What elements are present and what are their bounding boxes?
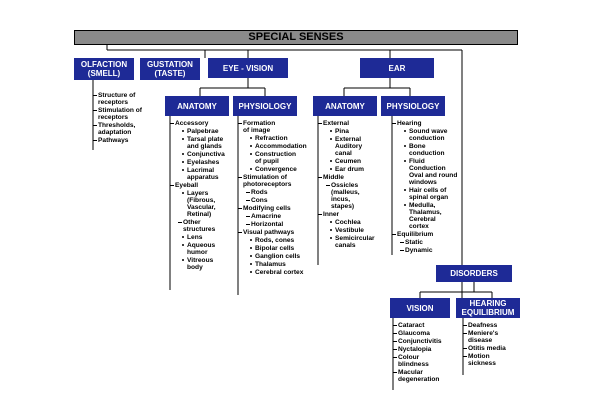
list-item: Pathways [93, 137, 163, 144]
list-item: Meniere's disease [463, 330, 533, 344]
list-item: Medulla, Thalamus, Cerebral cortex [400, 202, 464, 230]
list-item: Formation of image [238, 120, 314, 134]
list-item: Hearing [392, 120, 464, 127]
list-item: Ceumen [326, 158, 382, 165]
list-item: Bone conduction [400, 143, 464, 157]
list-item: Middle [318, 174, 382, 181]
ear-anatomy-box: ANATOMY [313, 96, 377, 116]
list-item: Sound wave conduction [400, 128, 464, 142]
list-item: Lens [178, 234, 234, 241]
list-item: Semicircular canals [326, 235, 382, 249]
ear-anatomy-list [318, 120, 382, 250]
list-item: Ossicles (malleus, incus, stapes) [326, 182, 382, 210]
list-item: Conjunctivitis [393, 338, 459, 345]
list-item: Aqueous humor [178, 242, 234, 256]
special-senses-title: SPECIAL SENSES [74, 30, 518, 45]
list-item: Lacrimal apparatus [178, 167, 234, 181]
disorders-connector [420, 282, 492, 298]
hearing-disorders-list [463, 322, 533, 368]
hearing-equilibrium-box: HEARING EQUILIBRIUM [456, 298, 520, 318]
list-item: Thalamus [246, 261, 314, 268]
list-item: External Auditory canal [326, 136, 382, 157]
list-item: Rods [246, 189, 314, 196]
list-item: Deafness [463, 322, 533, 329]
list-item: Inner [318, 211, 382, 218]
list-item: Fluid Conduction Oval and round windows [400, 158, 464, 186]
list-item: Hair cells of spinal organ [400, 187, 464, 201]
list-item: Conjunctiva [178, 151, 234, 158]
list-item: External [318, 120, 382, 127]
list-item: Bipolar cells [246, 245, 314, 252]
list-item: Colour blindness [393, 354, 459, 368]
list-item: Rods, cones [246, 237, 314, 244]
list-item: Vitreous body [178, 257, 234, 271]
eye-vision-box: EYE - VISION [208, 58, 288, 78]
list-item: Layers (Fibrous, Vascular, Retinal) [178, 190, 234, 218]
list-item: Construction of pupil [246, 151, 314, 165]
list-item: Eyelashes [178, 159, 234, 166]
list-item: Cataract [393, 322, 459, 329]
olfaction-list [93, 92, 163, 145]
ear-physiology-list [392, 120, 464, 255]
list-item: Horizontal [246, 221, 314, 228]
list-item: Vestibule [326, 227, 382, 234]
eye-anatomy-box: ANATOMY [165, 96, 229, 116]
list-item: Pina [326, 128, 382, 135]
list-item: Dynamic [400, 247, 464, 254]
olfaction-box: OLFACTION (SMELL) [74, 58, 134, 80]
list-item: Stimulation of receptors [93, 107, 163, 121]
list-item: Structure of receptors [93, 92, 163, 106]
list-item: Cerebral cortex [246, 269, 314, 276]
list-item: Amacrine [246, 213, 314, 220]
vision-disorders-list [393, 322, 459, 384]
list-item: Macular degeneration [393, 369, 459, 383]
eye-connector [200, 78, 265, 96]
list-item: Stimulation of photoreceptors [238, 174, 314, 188]
eye-physiology-box: PHYSIOLOGY [233, 96, 297, 116]
list-item: Equilibrium [392, 231, 464, 238]
ear-connector [344, 78, 410, 96]
list-item: Convergence [246, 166, 314, 173]
vision-box: VISION [390, 298, 450, 318]
list-item: Static [400, 239, 464, 246]
list-item: Otitis media [463, 345, 533, 352]
ear-box: EAR [360, 58, 434, 78]
ear-physiology-box: PHYSIOLOGY [381, 96, 445, 116]
list-item: Modifying cells [238, 205, 314, 212]
list-item: Cochlea [326, 219, 382, 226]
list-item: Accommodation [246, 143, 314, 150]
list-item: Other structures [178, 219, 234, 233]
list-item: Accessory [170, 120, 234, 127]
list-item: Nyctalopia [393, 346, 459, 353]
list-item: Visual pathways [238, 229, 314, 236]
eye-anatomy-list [170, 120, 234, 272]
list-item: Refraction [246, 135, 314, 142]
list-item: Cons [246, 197, 314, 204]
disorders-box: DISORDERS [436, 265, 512, 282]
list-item: Ear drum [326, 166, 382, 173]
list-item: Glaucoma [393, 330, 459, 337]
list-item: Thresholds, adaptation [93, 122, 163, 136]
list-item: Eyeball [170, 182, 234, 189]
eye-physiology-list [238, 120, 314, 277]
list-item: Tarsal plate and glands [178, 136, 234, 150]
gustation-box: GUSTATION (TASTE) [140, 58, 200, 80]
list-item: Palpebrae [178, 128, 234, 135]
list-item: Motion sickness [463, 353, 533, 367]
list-item: Ganglion cells [246, 253, 314, 260]
